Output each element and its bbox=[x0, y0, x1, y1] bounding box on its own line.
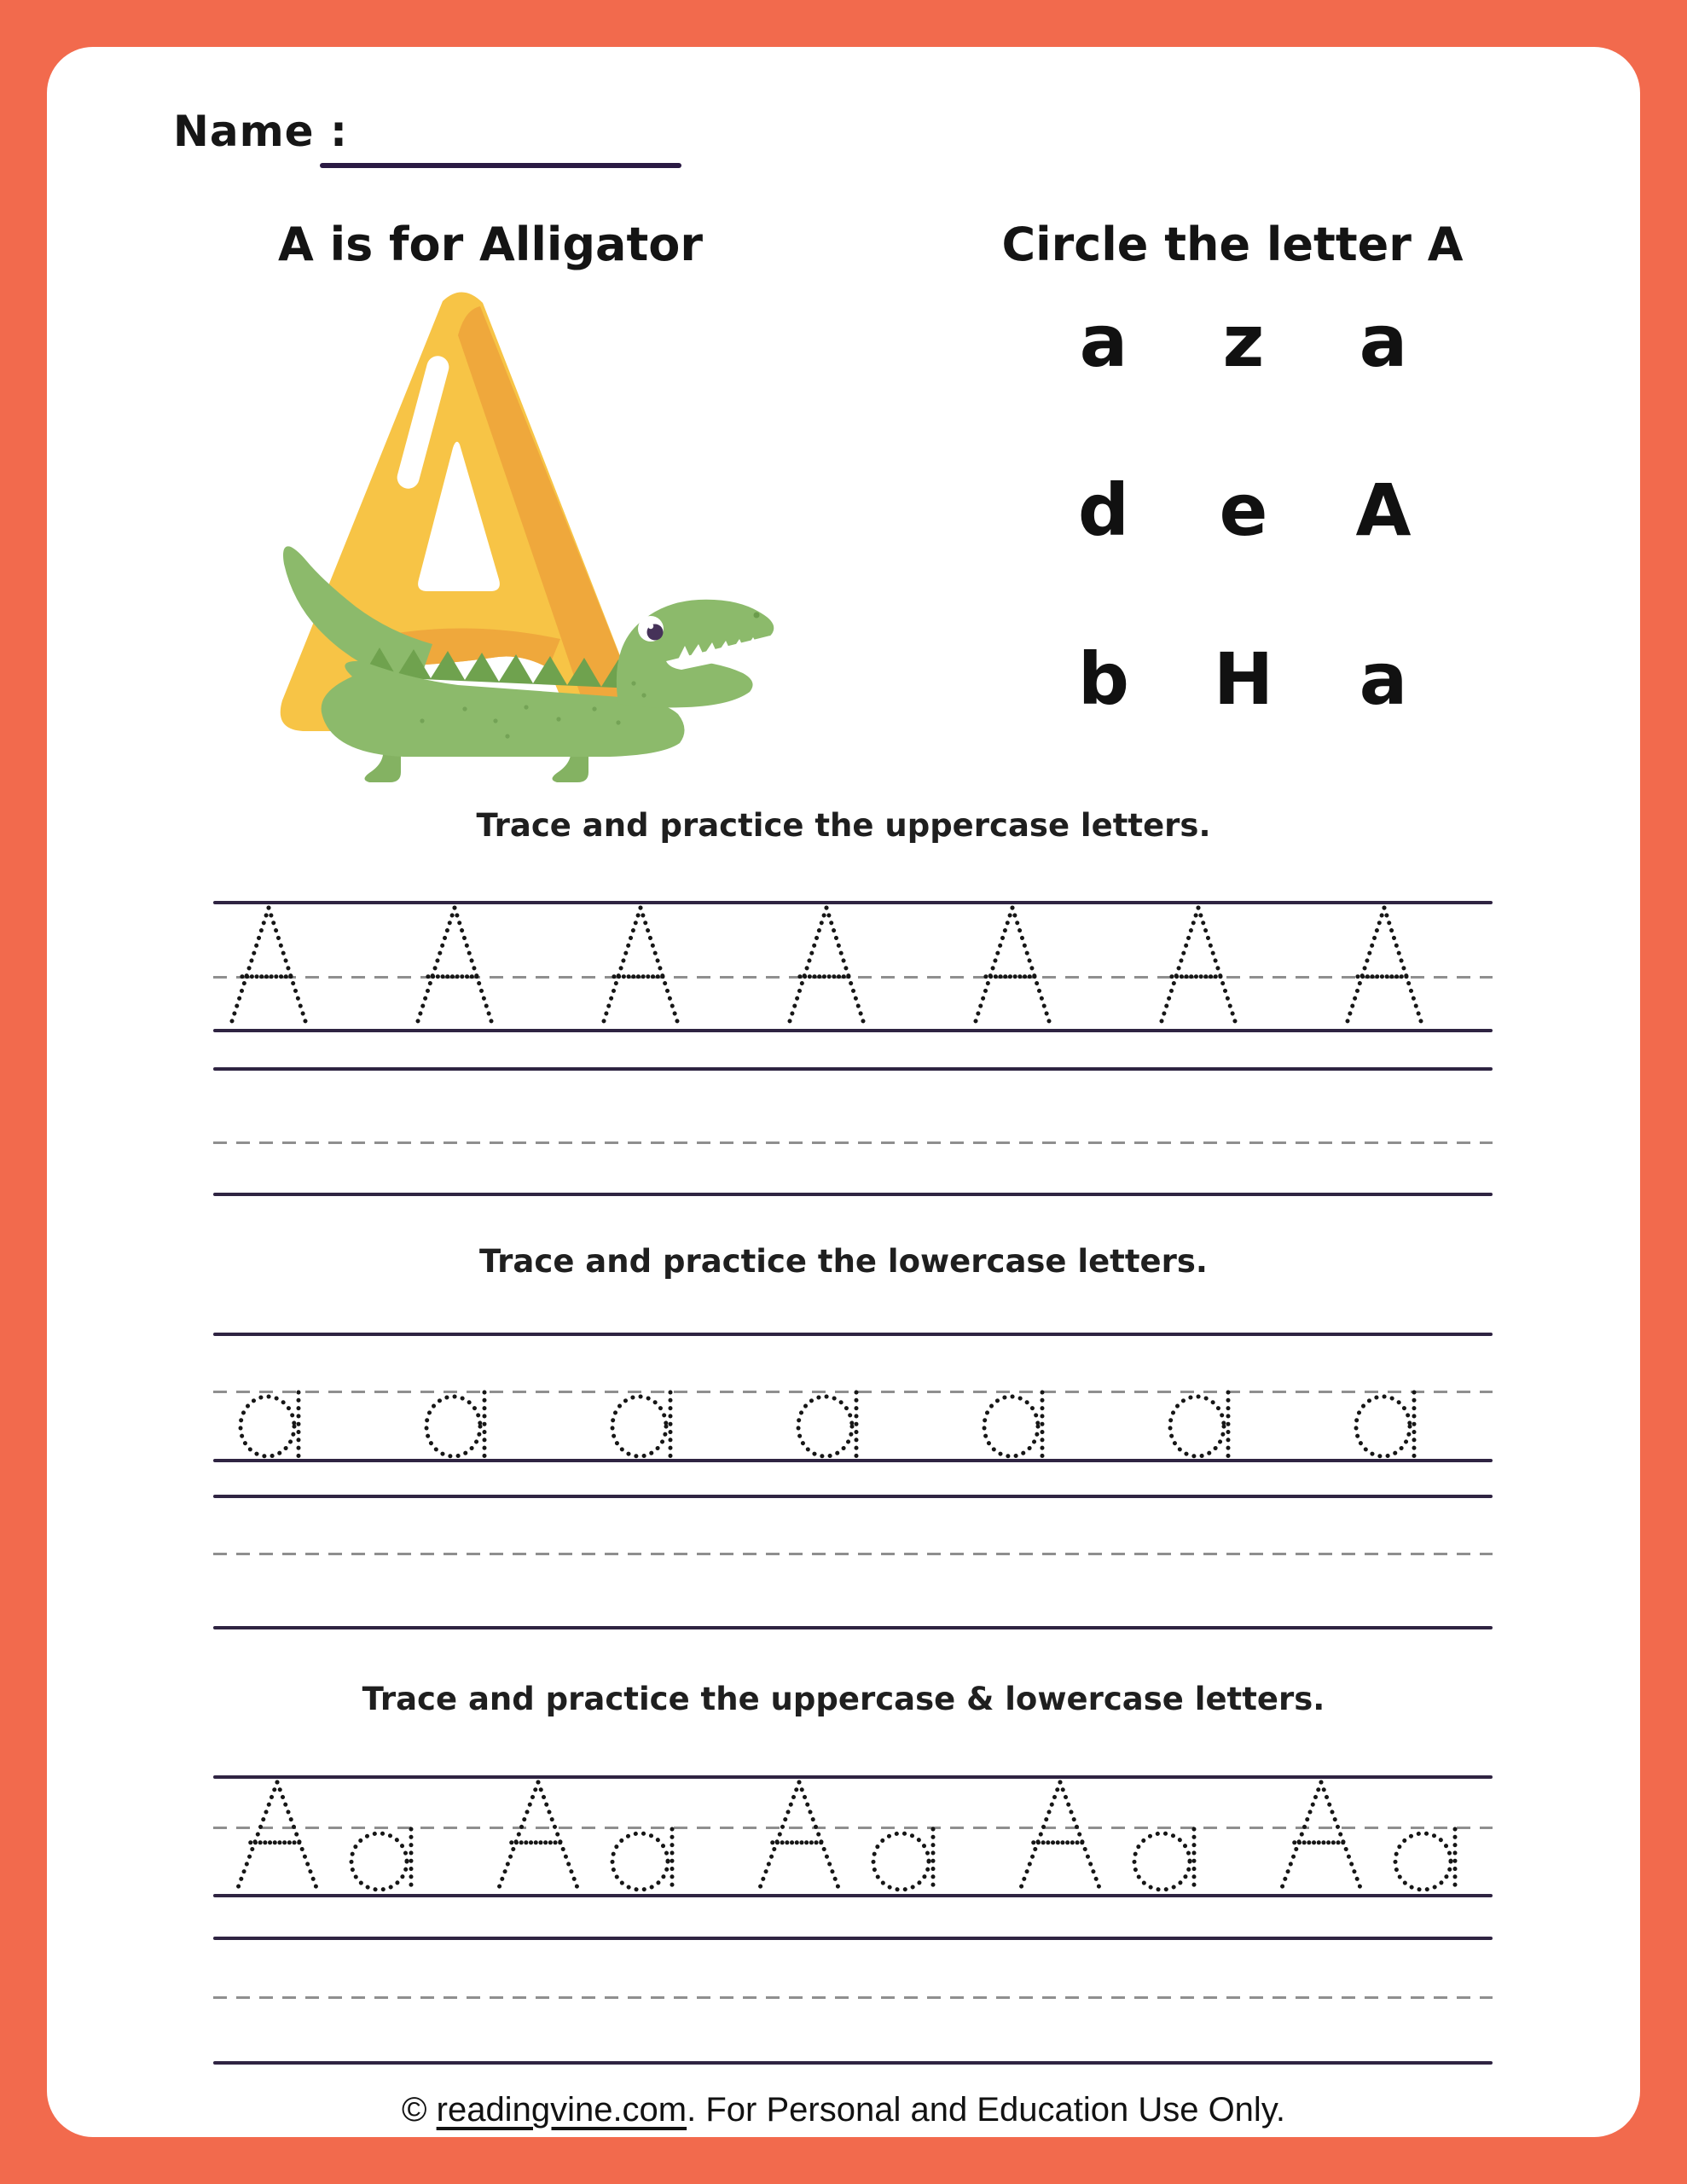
trace-row-uppercase bbox=[213, 901, 1493, 1032]
circle-letter-A: A bbox=[1355, 468, 1412, 552]
trace-letter-a bbox=[1391, 1824, 1459, 1894]
trace-letter-a bbox=[608, 1387, 675, 1461]
alligator-letter-illustration bbox=[252, 276, 780, 822]
section-title-circle: Circle the letter A bbox=[1001, 218, 1464, 271]
circle-letter-d: d bbox=[1077, 468, 1130, 552]
trace-letter-A bbox=[784, 904, 869, 1029]
guide-line-middle bbox=[213, 1996, 1493, 1999]
footer-suffix: . For Personal and Education Use Only. bbox=[687, 2091, 1285, 2129]
guide-line-top bbox=[213, 1333, 1493, 1336]
circle-letter-H: H bbox=[1213, 637, 1274, 721]
section-title-letter: A is for Alligator bbox=[277, 218, 704, 271]
guide-line-middle bbox=[213, 1141, 1493, 1144]
name-label: Name : bbox=[173, 107, 348, 156]
guide-line-top bbox=[213, 1937, 1493, 1940]
trace-letter-A bbox=[754, 1779, 844, 1895]
trace-letter-A bbox=[226, 904, 311, 1029]
guide-line-bottom bbox=[213, 1193, 1493, 1196]
worksheet-paper bbox=[47, 47, 1640, 2137]
footer-site-link[interactable]: readingvine.com bbox=[436, 2091, 687, 2129]
trace-letter-a bbox=[422, 1387, 489, 1461]
circle-letter-grid bbox=[1034, 257, 1453, 769]
guide-line-bottom bbox=[213, 1626, 1493, 1629]
guide-line-top bbox=[213, 1495, 1493, 1498]
trace-letter-A bbox=[493, 1779, 583, 1895]
circle-letter-a: a bbox=[1079, 299, 1128, 383]
practice-row-lowercase bbox=[213, 1495, 1493, 1629]
footer-copyright bbox=[47, 2091, 1640, 2129]
guide-line-middle bbox=[213, 1553, 1493, 1555]
trace-letter-A bbox=[1015, 1779, 1105, 1895]
instruction-uppercase: Trace and practice the uppercase letters. bbox=[476, 807, 1211, 844]
circle-letter-e: e bbox=[1219, 468, 1268, 552]
trace-letter-A bbox=[970, 904, 1055, 1029]
circle-letter-a: a bbox=[1359, 637, 1408, 721]
trace-letter-a bbox=[1352, 1387, 1418, 1461]
trace-row-lowercase bbox=[213, 1333, 1493, 1462]
instruction-mixed: Trace and practice the uppercase & lowercase letters. bbox=[362, 1681, 1325, 1717]
footer-prefix: © bbox=[402, 2091, 437, 2129]
trace-row-mixed bbox=[213, 1775, 1493, 1897]
trace-letter-A bbox=[598, 904, 683, 1029]
practice-row-uppercase bbox=[213, 1067, 1493, 1196]
name-write-line bbox=[320, 163, 681, 168]
circle-letter-a: a bbox=[1359, 299, 1408, 383]
trace-letter-A bbox=[1156, 904, 1241, 1029]
trace-letter-a bbox=[347, 1824, 415, 1894]
circle-letter-b: b bbox=[1077, 637, 1130, 721]
trace-letter-a bbox=[236, 1387, 303, 1461]
trace-letter-a bbox=[980, 1387, 1046, 1461]
trace-letter-a bbox=[1166, 1387, 1232, 1461]
trace-letter-a bbox=[869, 1824, 937, 1894]
trace-letter-a bbox=[1130, 1824, 1198, 1894]
guide-line-top bbox=[213, 1067, 1493, 1071]
guide-line-bottom bbox=[213, 1029, 1493, 1032]
instruction-lowercase: Trace and practice the lowercase letters. bbox=[479, 1243, 1208, 1280]
guide-line-bottom bbox=[213, 2061, 1493, 2065]
trace-letter-a bbox=[608, 1824, 676, 1894]
trace-letter-a bbox=[794, 1387, 861, 1461]
trace-letter-A bbox=[1342, 904, 1427, 1029]
circle-letter-z: z bbox=[1222, 299, 1265, 383]
practice-row-mixed bbox=[213, 1937, 1493, 2065]
trace-letter-A bbox=[232, 1779, 322, 1895]
trace-letter-A bbox=[1276, 1779, 1366, 1895]
trace-letter-A bbox=[412, 904, 497, 1029]
